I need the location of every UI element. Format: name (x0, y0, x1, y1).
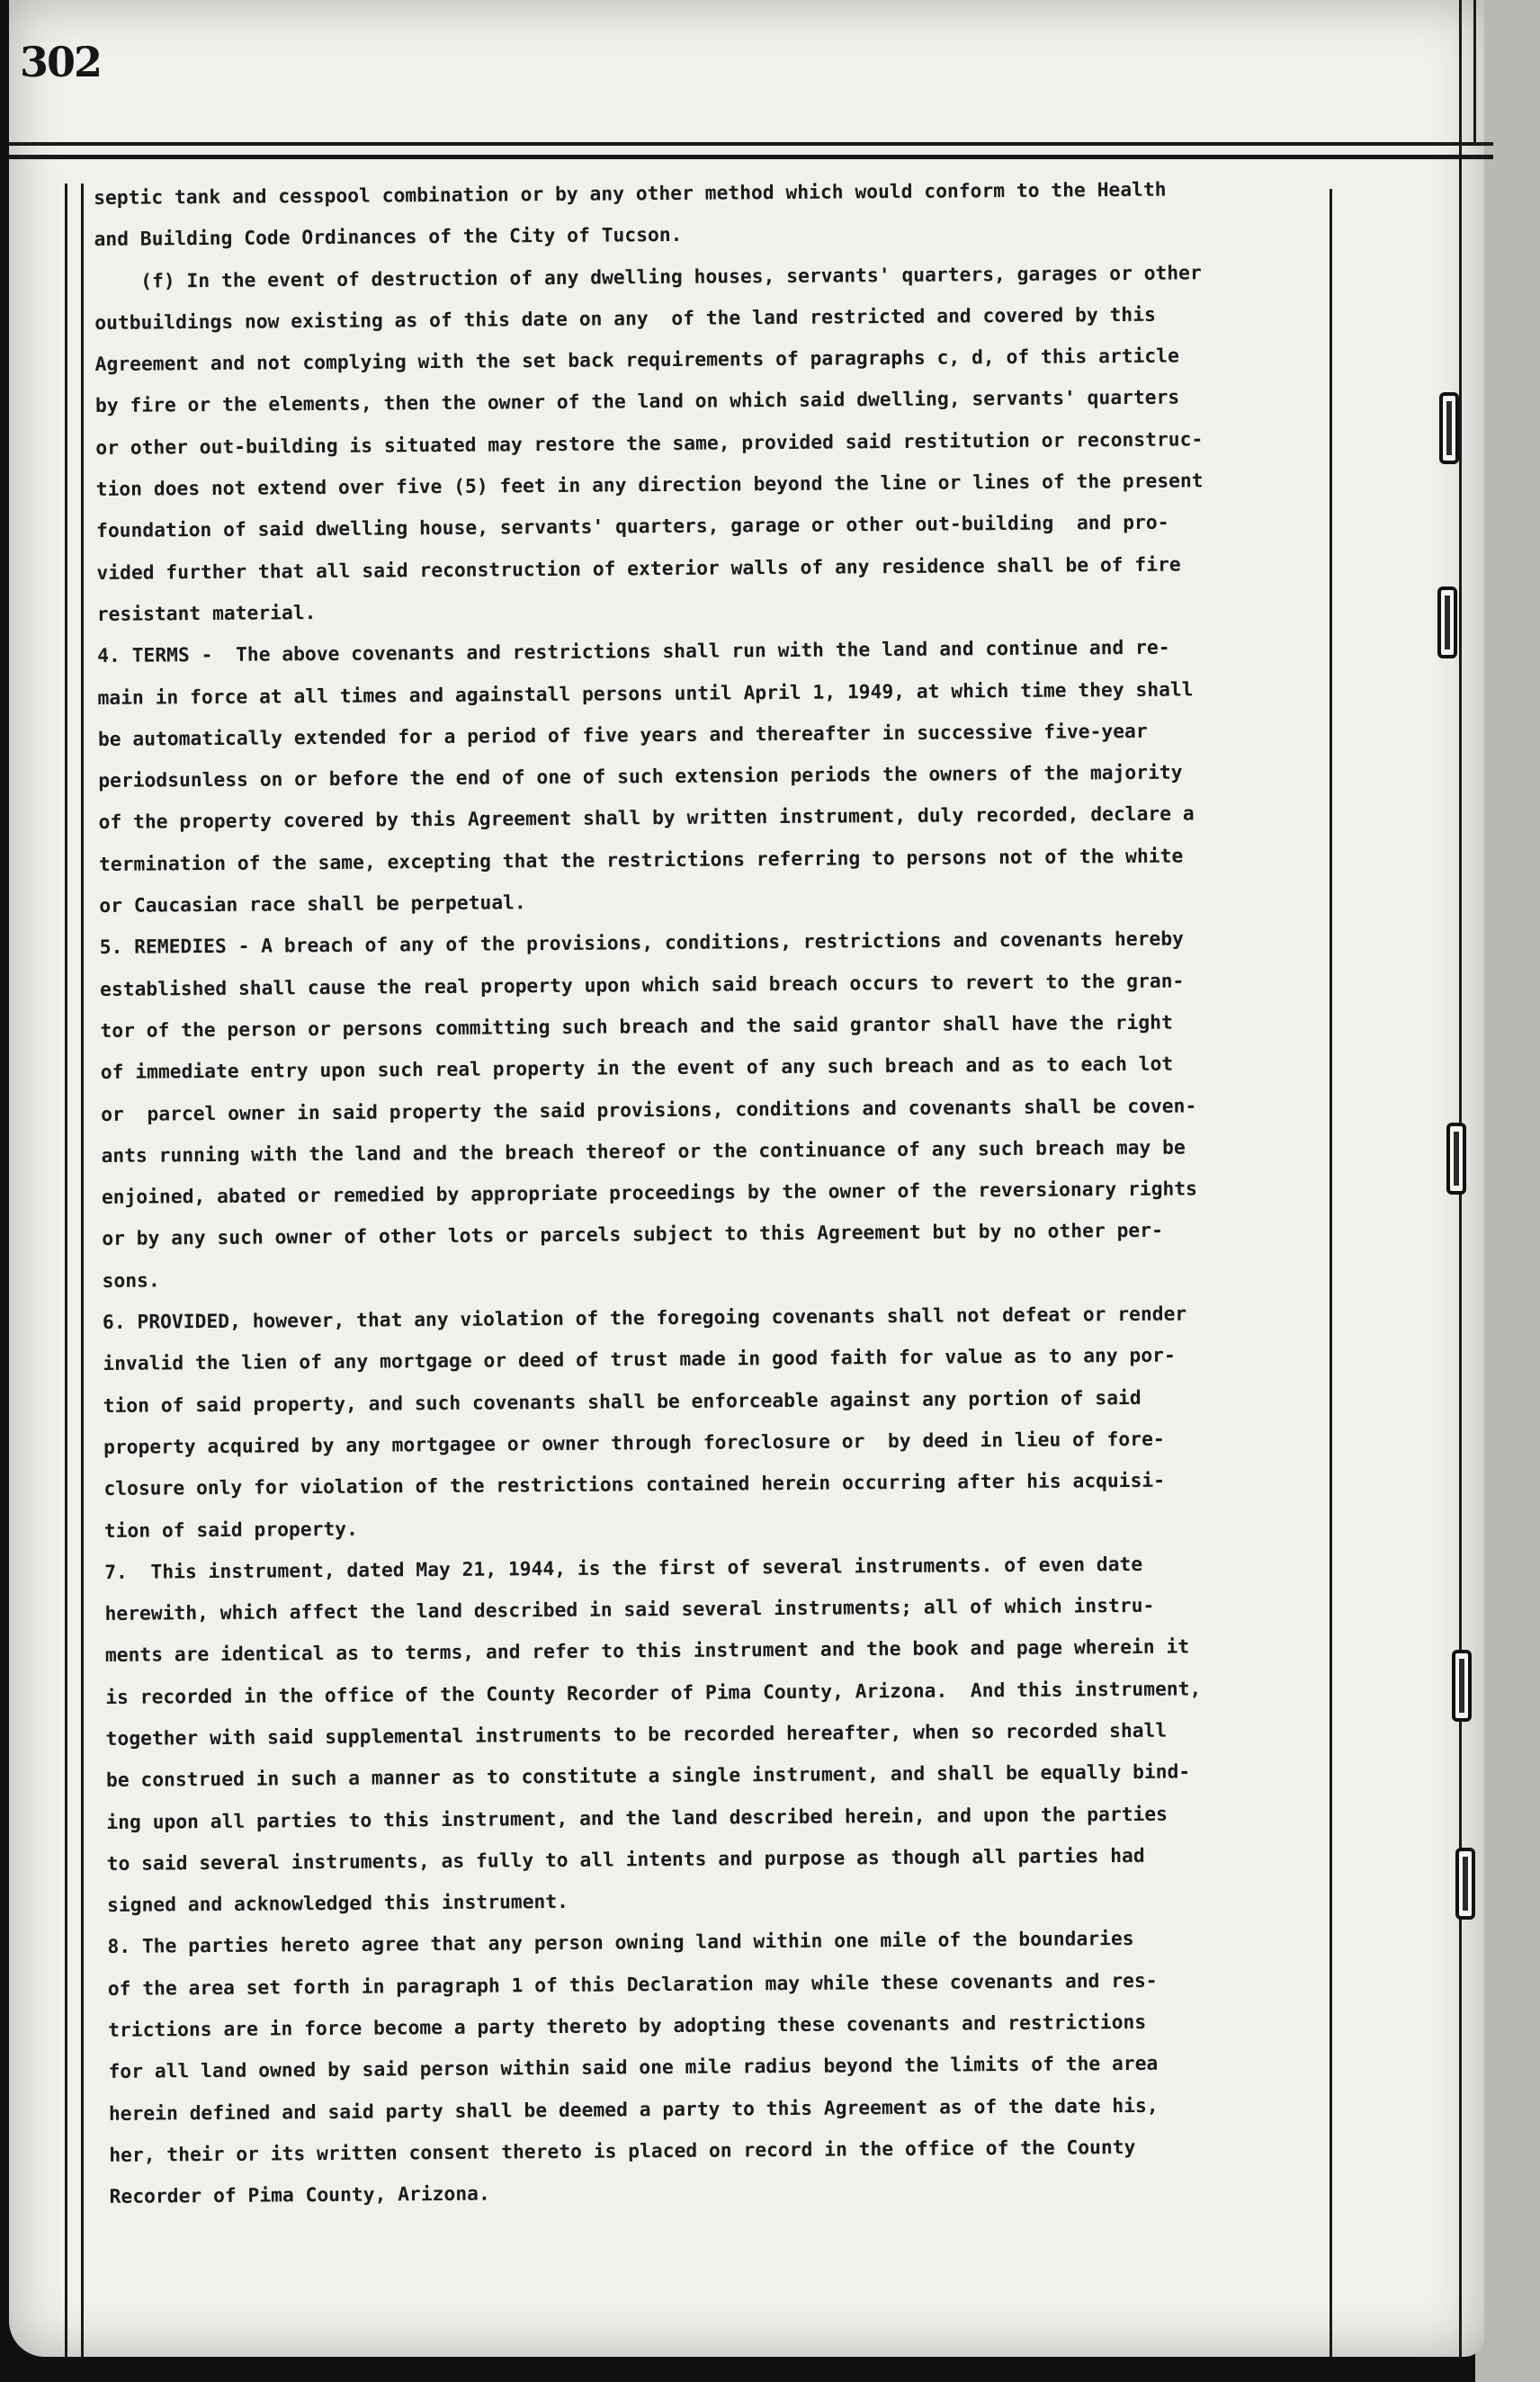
text-line: tor of the person or persons committing such breach and the said grantor shall have the right (100, 1011, 1173, 1043)
text-line: tion of said property, and such covenants shall be enforceable against any portion of said (103, 1386, 1142, 1418)
text-line: enjoined, abated or remedied by appropriate proceedings by the owner of the reversionary rights (101, 1178, 1198, 1210)
text-line: ing upon all parties to this instrument, and the land described herein, and upon the parties (106, 1803, 1168, 1834)
text-line: septic tank and cesspool combination or by any other method which would conform to the Health (94, 178, 1167, 210)
text-line: herein defined and said party shall be deemed a party to this Agreement as of the date his, (108, 2094, 1159, 2126)
text-line: periodsunless on or before the end of one of such extension periods the owners of the majority (98, 761, 1183, 793)
header-rule-top (9, 142, 1493, 146)
binder-clip-mark (1455, 1848, 1475, 1920)
text-line: or parcel owner in said property the said provisions, conditions and covenants shall be coven- (101, 1094, 1197, 1126)
text-line: be automatically extended for a period of five years and thereafter in successive five-year (97, 720, 1148, 751)
text-line: trictions are in force become a party thereto by adopting these covenants and restrictions (108, 2010, 1147, 2042)
binder-clip-mark (1437, 587, 1457, 658)
binder-clip-mark (1446, 1123, 1466, 1195)
text-line: resistant material. (96, 602, 317, 626)
text-line: of the area set forth in paragraph 1 of this Declaration may while these covenants and res- (107, 1969, 1158, 2001)
text-line: of the property covered by this Agreement shall by written instrument, duly recorded, declare a (98, 802, 1195, 835)
header-rule-bottom (9, 155, 1493, 159)
text-line: 4. TERMS - The above covenants and restrictions shall run with the land and continue and re- (97, 636, 1170, 668)
text-line: 5. REMEDIES - A breach of any of the provisions, conditions, restrictions and covenants hereby (99, 927, 1185, 960)
text-line: tion does not extend over five (5) feet in any direction beyond the line or lines of the present (95, 470, 1204, 502)
text-line: outbuildings now existing as of this date on any of the land restricted and covered by this (94, 303, 1156, 335)
left-margin-rule-outer (65, 184, 67, 2357)
text-line: 8. The parties hereto agree that any person owning land within one mile of the boundaries (107, 1928, 1134, 1959)
text-line: for all land owned by said person within said one mile radius beyond the limits of the area (108, 2053, 1159, 2084)
text-line: her, their or its written consent thereto is placed on record in the office of the County (109, 2136, 1136, 2167)
covenant-text-body (94, 168, 1365, 2218)
text-line: vided further that all said reconstruction of exterior walls of any residence shall be of fire (96, 553, 1181, 585)
text-line: closure only for violation of the restrictions contained herein occurring after his acquisi- (103, 1469, 1166, 1501)
text-line: property acquired by any mortgagee or owner through foreclosure or by deed in lieu of fore- (103, 1428, 1165, 1459)
text-line: to said several instruments, as fully to all intents and purpose as though all parties had (106, 1844, 1145, 1876)
text-line: is recorded in the office of the County Recorder of Pima County, Arizona. And this instrument, (105, 1678, 1202, 1709)
binding-edge (1475, 0, 1540, 2382)
text-line: sons. (102, 1269, 160, 1293)
left-margin-rule-inner (81, 184, 84, 2357)
text-line: invalid the lien of any mortgage or deed of trust made in good faith for value as to any por- (103, 1344, 1176, 1376)
text-line: or Caucasian race shall be perpetual. (99, 891, 526, 918)
text-line: and Building Code Ordinances of the City of Tucson. (94, 224, 683, 252)
text-line: foundation of said dwelling house, servants' quarters, garage or other out-building and pro- (95, 511, 1169, 543)
text-line: (f) In the event of destruction of any dwelling houses, servants' quarters, garages or other (94, 261, 1202, 293)
text-line: herewith, which affect the land described in said several instruments; all of which instru- (104, 1594, 1155, 1626)
text-line: tion of said property. (103, 1518, 358, 1543)
text-line: by fire or the elements, then the owner of the land on which said dwelling, servants' quarters (94, 387, 1180, 418)
text-line: termination of the same, excepting that the restrictions referring to persons not of the white (98, 845, 1184, 876)
text-line: signed and acknowledged this instrument. (106, 1891, 569, 1918)
text-line: main in force at all times and againstall persons until April 1, 1949, at which time they shall (97, 677, 1194, 710)
text-line: or other out-building is situated may restore the same, provided said restitution or reconstruc- (95, 428, 1204, 460)
text-line: be construed in such a manner as to constitute a single instrument, and shall be equally bind- (105, 1760, 1191, 1793)
binder-clip-mark (1452, 1650, 1472, 1722)
text-line: ants running with the land and the breach thereof or the continuance of any such breach may be (101, 1136, 1186, 1168)
text-line: together with said supplemental instruments to be recorded hereafter, when so recorded shall (105, 1719, 1168, 1751)
text-line: ments are identical as to terms, and refer to this instrument and the book and page wherein it (104, 1635, 1190, 1668)
text-line: 7. This instrument, dated May 21, 1944, is the first of several instruments. of even date (104, 1553, 1143, 1584)
text-line: established shall cause the real property upon which said breach occurs to revert to the gran- (99, 970, 1185, 1001)
binder-clip-mark (1439, 392, 1459, 464)
text-line: of immediate entry upon such real property in the event of any such breach and as to each lot (100, 1052, 1174, 1085)
top-right-edge-rule (1473, 0, 1476, 144)
text-line: or by any such owner of other lots or parcels subject to this Agreement but by no other per- (102, 1220, 1163, 1251)
text-line: Agreement and not complying with the set back requirements of paragraphs c, d, of this article (94, 345, 1179, 377)
page-number: 302 (20, 38, 102, 86)
text-line: 6. PROVIDED, however, that any violation of the foregoing covenants shall not defeat or render (102, 1303, 1187, 1334)
text-line: Recorder of Pima County, Arizona. (109, 2182, 490, 2209)
